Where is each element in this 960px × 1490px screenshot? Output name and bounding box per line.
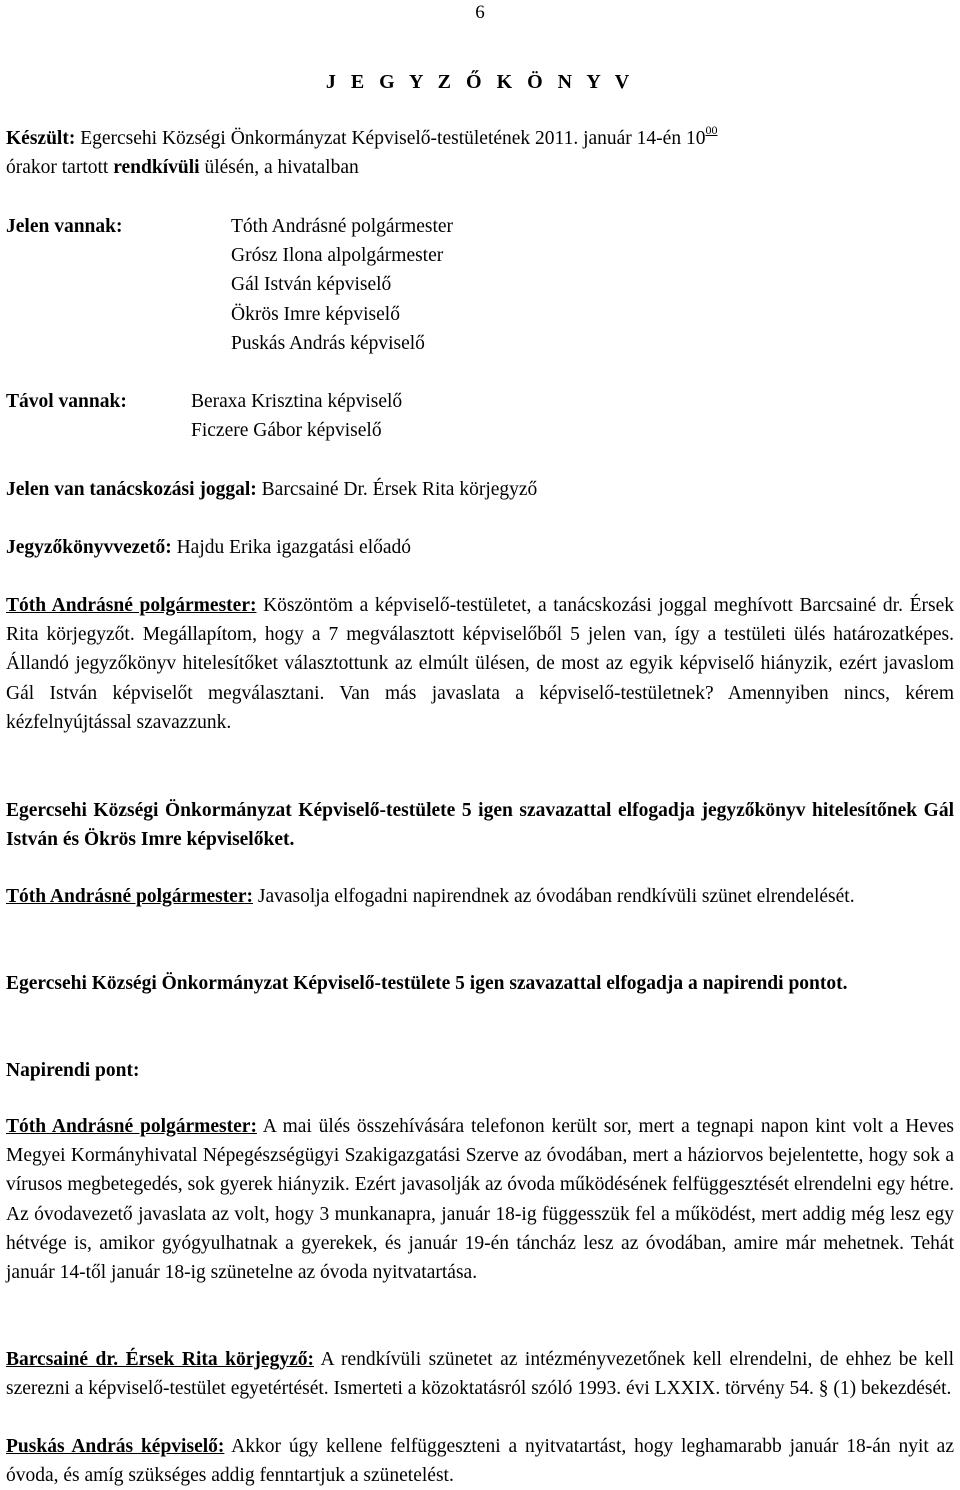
recorder-line: [6, 533, 954, 562]
intro-text-2: órakor tartott: [6, 157, 114, 179]
intro-text-3: ülésén, a hivatalban: [199, 157, 359, 179]
notary-paragraph: [6, 1345, 954, 1403]
advisory-label: Jelen van tanácskozási joggal:: [6, 479, 257, 500]
speaker-label: Tóth Andrásné polgármester:: [6, 595, 257, 616]
intro-bold: rendkívüli: [113, 157, 200, 179]
intro-label: Készült:: [6, 128, 76, 149]
recorder-label: Jegyzőkönyvvezető:: [6, 537, 172, 558]
present-name: Gál István képviselő: [231, 274, 392, 296]
absent-name: Ficzere Gábor képviselő: [191, 420, 382, 442]
absent-label: Távol vannak:: [6, 391, 127, 412]
intro-time-sup: 00: [705, 123, 718, 137]
page-number: 6: [475, 2, 485, 23]
speaker-label: Barcsainé dr. Érsek Rita körjegyző:: [6, 1349, 314, 1370]
paragraph-text: Köszöntöm a képviselő-testületet, a tanácskozási joggal meghívott Barcsainé dr. Érsek Rita körjegyzőt. Megállapítom, hogy a 7 megválasztott képviselőből 5 jelen van, így a testületi ülés határozatképes. Állandó jegyzőkönyv hitelesítőket választottunk az elmúlt ülésen, de most az egyik képviselő hiányzik, ezért javaslom Gál István képviselőt megválasztani. Van más javaslata a képviselő-testületnek? Amennyiben nincs, kérem kézfelnyújtással szavazzunk.: [6, 595, 954, 733]
mayor-paragraph-1: [6, 591, 954, 737]
resolution-1: Egercsehi Községi Önkormányzat Képviselő-testülete 5 igen szavazattal elfogadja jegyzőkönyv hitelesítőnek Gál István és Ökrös Imre képviselőket.: [6, 800, 954, 851]
resolution-2: Egercsehi Községi Önkormányzat Képviselő-testülete 5 igen szavazattal elfogadja a napirendi pontot.: [6, 973, 848, 994]
speaker-label: Tóth Andrásné polgármester:: [6, 886, 253, 907]
present-name: Puskás András képviselő: [231, 332, 425, 354]
present-names: [231, 212, 453, 358]
present-name: Grósz Ilona alpolgármester: [231, 245, 444, 267]
present-name: Tóth Andrásné polgármester: [231, 216, 454, 237]
absent-name: Beraxa Krisztina képviselő: [191, 391, 403, 412]
mayor-paragraph-3: [6, 1112, 954, 1287]
absent-names: [191, 387, 402, 445]
intro-paragraph: [6, 124, 954, 182]
paragraph-text: A mai ülés összehívására telefonon került sor, mert a tegnapi napon kint volt a Heves Megyei Kormányhivatal Népegészségügyi Szakigazgatási Szerve az óvodában, mert a háziorvos bejelentette, hogy sok a vírusos megbetegedés, sok gyerek hiányzik. Ezért javasolják az óvoda működésének felfüggesztését elrendelni egy hétre. Az óvodavezető javaslata az volt, hogy 3 munkanapra, január 18-ig függesszük fel a működést, mert addig még lesz egy hétvége is, amikor gyógyulhatnak a gyerekek, és január 19-én táncház lesz az óvodában, amire már mehetnek. Tehát január 14-től január 18-ig szünetelne az óvoda nyitvatartása.: [6, 1116, 954, 1284]
advisory-text: Barcsainé Dr. Érsek Rita körjegyző: [256, 479, 538, 500]
paragraph-text: Akkor úgy kellene felfüggeszteni a nyitvatartást, hogy leghamarabb január 18-án nyit az óvoda, és amíg szükséges addig fenntartjuk a szünetelést.: [6, 1436, 954, 1487]
document-title: J E G Y Z Ő K Ö N Y V: [325, 71, 635, 93]
speaker-label: Tóth Andrásné polgármester:: [6, 1116, 257, 1137]
agenda-label: Napirendi pont:: [6, 1060, 140, 1081]
advisory-line: [6, 475, 954, 504]
councillor-paragraph: [6, 1432, 954, 1490]
present-label: Jelen vannak:: [6, 216, 123, 237]
intro-text: Egercsehi Községi Önkormányzat Képviselő-testületének 2011. január 14-én 10: [75, 128, 706, 149]
paragraph-text: Javasolja elfogadni napirendnek az óvodában rendkívüli szünet elrendelését.: [253, 886, 855, 907]
speaker-label: Puskás András képviselő:: [6, 1436, 225, 1457]
present-name: Ökrös Imre képviselő: [231, 303, 400, 325]
paragraph-text: A rendkívüli szünetet az intézményvezetőnek kell elrendelni, de ehhez be kell szerezni a képviselő-testület egyetértését. Ismerteti a közoktatásról szóló 1993. évi LXXIX. törvény 54. § (1) bekezdését.: [6, 1349, 954, 1400]
recorder-text: Hajdu Erika igazgatási előadó: [171, 537, 412, 558]
mayor-paragraph-2: [6, 882, 954, 911]
